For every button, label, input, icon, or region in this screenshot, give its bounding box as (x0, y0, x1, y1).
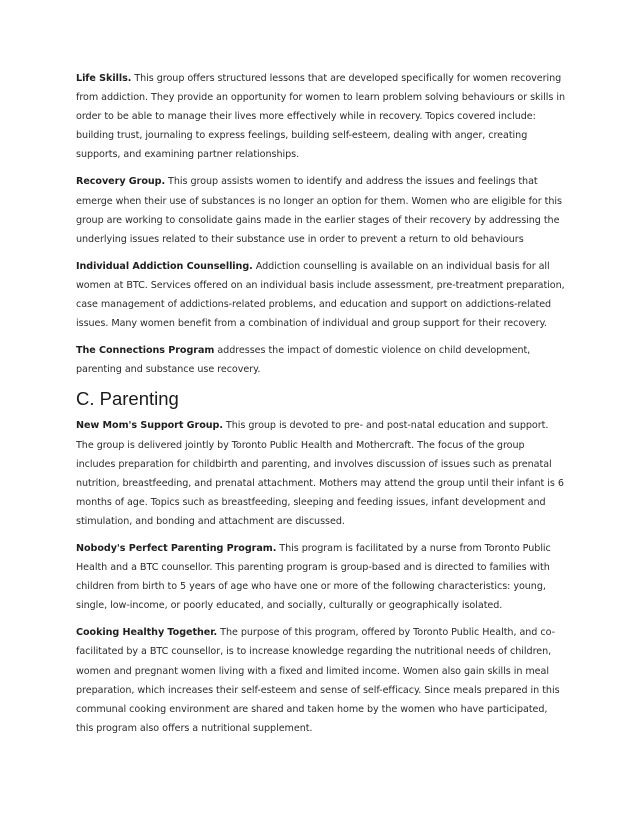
paragraph-text: The purpose of this program, offered by Toronto Public Health, and co-facilitated by a BTC counsellor, is to increase knowledge regarding the nutritional needs of children, women and pregnant women living with a fixed and limited income. Women also gain skills in meal preparation, which increases their self-esteem and sense of self-efficacy. Since meals prepared in this communal cooking environment are shared and taken home by the women who have participated, this program also offers a nutritional supplement. (76, 627, 560, 734)
paragraph-text: This group assists women to identify and address the issues and feelings that emerge when their use of substances is no longer an option for them. Women who are eligible for this group are working to consolidate gains made in the earlier stages of their recovery by addressing the underlying issues related to their substance use in order to prevent a return to old behaviours (76, 176, 562, 245)
paragraph-connections-program (76, 341, 566, 379)
paragraph-lead: Recovery Group. (76, 176, 166, 188)
paragraph-recovery-group (76, 172, 566, 248)
paragraph-text: This group is devoted to pre- and post-natal education and support. The group is delivered jointly by Toronto Public Health and Mothercraft. The focus of the group includes preparation for childbirth and parenting, and involves discussion of issues such as prenatal nutrition, breastfeeding, and prenatal attachment. Mothers may attend the group until their infant is 6 months of age. Topics such as breastfeeding, sleeping and feeding issues, infant development and stimulation, and bonding and attachment are discussed. (76, 420, 564, 527)
paragraph-lead: New Mom's Support Group. (76, 420, 223, 432)
paragraph-lead: Individual Addiction Counselling. (76, 260, 253, 272)
paragraph-lead: Nobody's Perfect Parenting Program. (76, 542, 277, 554)
paragraph-cooking-healthy (76, 623, 566, 738)
paragraph-text: This program is facilitated by a nurse from Toronto Public Health and a BTC counsellor. This parenting program is group-based and is directed to families with children from birth to 5 years of age who have one or more of the following characteristics: young, single, low-income, or poorly educated, and socially, culturally or geographically isolated. (76, 542, 551, 612)
paragraph-life-skills (76, 69, 566, 164)
paragraph-individual-counselling (76, 257, 566, 333)
paragraph-lead: Life Skills. (76, 73, 132, 84)
section-heading: C. Parenting (76, 388, 179, 410)
paragraph-new-moms-support (76, 416, 566, 531)
paragraph-lead: Cooking Healthy Together. (76, 627, 218, 639)
paragraph-nobodys-perfect (76, 539, 566, 615)
paragraph-text: Addiction counselling is available on an individual basis for all women at BTC. Services offered on an individual basis include assessment, pre-treatment preparation, case management of addictions-related problems, and education and support on addictions-related issues. Many women benefit from a combination of individual and group support for their recovery. (76, 260, 565, 330)
paragraph-text: addresses the impact of domestic violence on child development, parenting and substance use recovery. (76, 345, 531, 376)
paragraph-text: This group offers structured lessons that are developed specifically for women recovering from addiction. They provide an opportunity for women to learn problem solving behaviours or skills in order to be able to manage their lives more effectively while in recovery. Topics covered include: building trust, journaling to express feelings, building self-esteem, dealing with anger, creating supports, and examining partner relationships. (76, 73, 566, 161)
document-page (76, 69, 566, 746)
paragraph-lead: The Connections Program (76, 345, 215, 357)
